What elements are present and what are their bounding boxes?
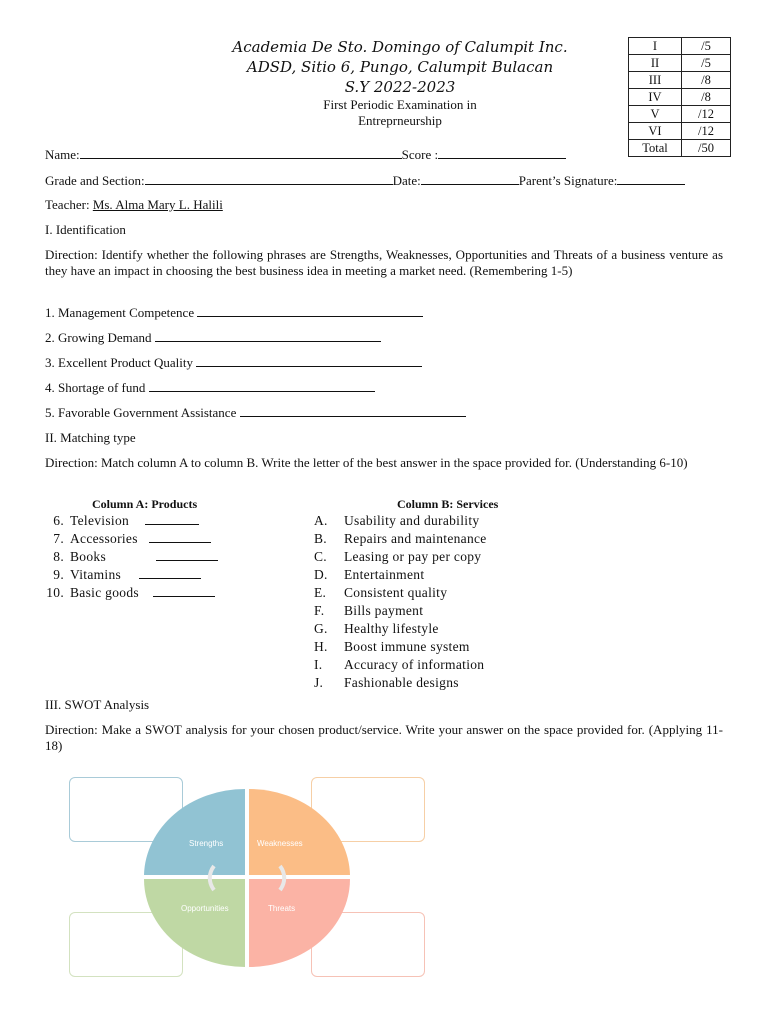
column-b-title: Column B: Services <box>397 497 499 511</box>
score-part: III <box>629 72 682 89</box>
option-text: Healthy lifestyle <box>344 621 439 636</box>
answer-blank[interactable] <box>156 548 218 561</box>
teacher-label: Teacher: <box>45 197 90 212</box>
part3-title: III. SWOT Analysis <box>45 697 150 712</box>
threats-quadrant <box>249 879 350 967</box>
answer-blank[interactable] <box>139 566 201 579</box>
list-item <box>314 638 487 656</box>
part3-direction: Direction: Make a SWOT analysis for your chosen product/service. Write your answer on the space provided for. (Applying 11-18) <box>45 722 723 753</box>
answer-blank[interactable] <box>196 354 422 367</box>
score-part: I <box>629 38 682 55</box>
exam-subject: Entreprneurship <box>358 113 442 128</box>
opportunities-quadrant <box>144 879 245 967</box>
score-part: VI <box>629 123 682 140</box>
list-item <box>314 584 487 602</box>
option-letter: B. <box>314 531 327 546</box>
option-letter: G. <box>314 621 328 636</box>
swot-circle <box>144 786 350 968</box>
list-item: 8. Books <box>40 548 218 566</box>
part2-direction: Direction: Match column A to column B. Write the letter of the best answer in the space provided for. (Understanding 6-10) <box>45 455 688 470</box>
option-letter: F. <box>314 603 325 618</box>
answer-blank[interactable] <box>240 404 466 417</box>
strengths-label: Strengths <box>189 839 224 848</box>
part2-title: II. Matching type <box>45 430 136 445</box>
grade-blank[interactable] <box>145 172 393 185</box>
score-row <box>629 106 731 123</box>
list-item: 10. Basic goods <box>40 584 218 602</box>
school-name: Academia De Sto. Domingo of Calumpit Inc. <box>232 38 568 56</box>
teacher-name: Ms. Alma Mary L. Halili <box>92 197 223 212</box>
option-text: Fashionable designs <box>344 675 459 690</box>
threats-label: Threats <box>268 904 296 913</box>
date-blank[interactable] <box>421 172 519 185</box>
list-item <box>314 656 487 674</box>
list-item <box>314 548 487 566</box>
name-blank[interactable] <box>80 146 402 159</box>
strengths-quadrant <box>144 789 245 875</box>
part1-item <box>45 329 381 346</box>
item-text: 1. Management Competence <box>45 305 195 320</box>
score-table <box>628 37 731 157</box>
column-a-list <box>40 512 218 602</box>
answer-blank[interactable] <box>153 584 215 597</box>
option-text: Entertainment <box>344 567 425 582</box>
parent-signature-label: Parent’s Signature: <box>518 173 618 188</box>
item-text: 2. Growing Demand <box>45 330 152 345</box>
option-letter: I. <box>314 657 323 672</box>
school-address: ADSD, Sitio 6, Pungo, Calumpit Bulacan <box>246 58 554 76</box>
option-letter: D. <box>314 567 328 582</box>
parent-signature-blank[interactable] <box>617 172 685 185</box>
name-row <box>45 146 745 163</box>
answer-blank[interactable] <box>145 512 199 525</box>
weaknesses-label: Weaknesses <box>257 839 303 848</box>
list-item: 6. Television <box>40 512 218 530</box>
date-label: Date: <box>392 173 421 188</box>
score-label: Score : <box>401 147 439 162</box>
score-points: /12 <box>682 123 731 140</box>
score-blank[interactable] <box>438 146 566 159</box>
list-item <box>314 674 487 692</box>
part1-item <box>45 379 375 396</box>
score-row <box>629 72 731 89</box>
grade-label: Grade and Section: <box>45 173 145 188</box>
option-letter: A. <box>314 513 328 528</box>
option-letter: E. <box>314 585 327 600</box>
teacher-row <box>45 197 223 213</box>
option-text: Usability and durability <box>344 513 480 528</box>
option-text: Bills payment <box>344 603 424 618</box>
score-part: II <box>629 55 682 72</box>
list-item <box>314 602 487 620</box>
answer-blank[interactable] <box>149 530 211 543</box>
answer-blank[interactable] <box>197 304 423 317</box>
score-part: V <box>629 106 682 123</box>
cycle-arrow-right-icon <box>280 866 284 890</box>
score-points: /8 <box>682 72 731 89</box>
score-row <box>629 89 731 106</box>
score-points: /12 <box>682 106 731 123</box>
option-text: Consistent quality <box>344 585 448 600</box>
option-text: Boost immune system <box>344 639 470 654</box>
column-b-list <box>314 512 487 692</box>
name-label: Name: <box>45 147 80 162</box>
score-part: Total <box>629 140 682 157</box>
list-item <box>314 530 487 548</box>
list-item <box>314 566 487 584</box>
score-points: /8 <box>682 89 731 106</box>
option-text: Accuracy of information <box>344 657 485 672</box>
item-text: 4. Shortage of fund <box>45 380 146 395</box>
answer-blank[interactable] <box>155 329 381 342</box>
answer-blank[interactable] <box>149 379 375 392</box>
score-points: /5 <box>682 55 731 72</box>
option-text: Repairs and maintenance <box>344 531 487 546</box>
list-item: 9. Vitamins <box>40 566 218 584</box>
part1-item <box>45 404 466 421</box>
score-points: /50 <box>682 140 731 157</box>
school-year: S.Y 2022-2023 <box>344 78 456 96</box>
grade-row <box>45 172 745 189</box>
option-letter: J. <box>314 675 324 690</box>
item-text: 5. Favorable Government Assistance <box>45 405 237 420</box>
item-text: 3. Excellent Product Quality <box>45 355 194 370</box>
score-row <box>629 38 731 55</box>
part1-item <box>45 354 422 371</box>
list-item <box>314 620 487 638</box>
opportunities-label: Opportunities <box>181 904 229 913</box>
list-item <box>314 512 487 530</box>
score-row <box>629 55 731 72</box>
part1-direction: Direction: Identify whether the following phrases are Strengths, Weaknesses, Opportunities and Threats of a business venture as they have an impact in choosing the best business idea in meeting a market need. (Remembering 1-5) <box>45 247 723 278</box>
part1-title: I. Identification <box>45 222 126 237</box>
part1-item <box>45 304 423 321</box>
column-a-title: Column A: Products <box>92 497 198 511</box>
score-part: IV <box>629 89 682 106</box>
option-text: Leasing or pay per copy <box>344 549 482 564</box>
weaknesses-quadrant <box>249 789 350 875</box>
exam-title: First Periodic Examination in <box>323 97 477 112</box>
list-item: 7. Accessories <box>40 530 218 548</box>
option-letter: H. <box>314 639 328 654</box>
cycle-arrow-left-icon <box>210 866 214 890</box>
option-letter: C. <box>314 549 327 564</box>
score-row <box>629 123 731 140</box>
score-points: /5 <box>682 38 731 55</box>
